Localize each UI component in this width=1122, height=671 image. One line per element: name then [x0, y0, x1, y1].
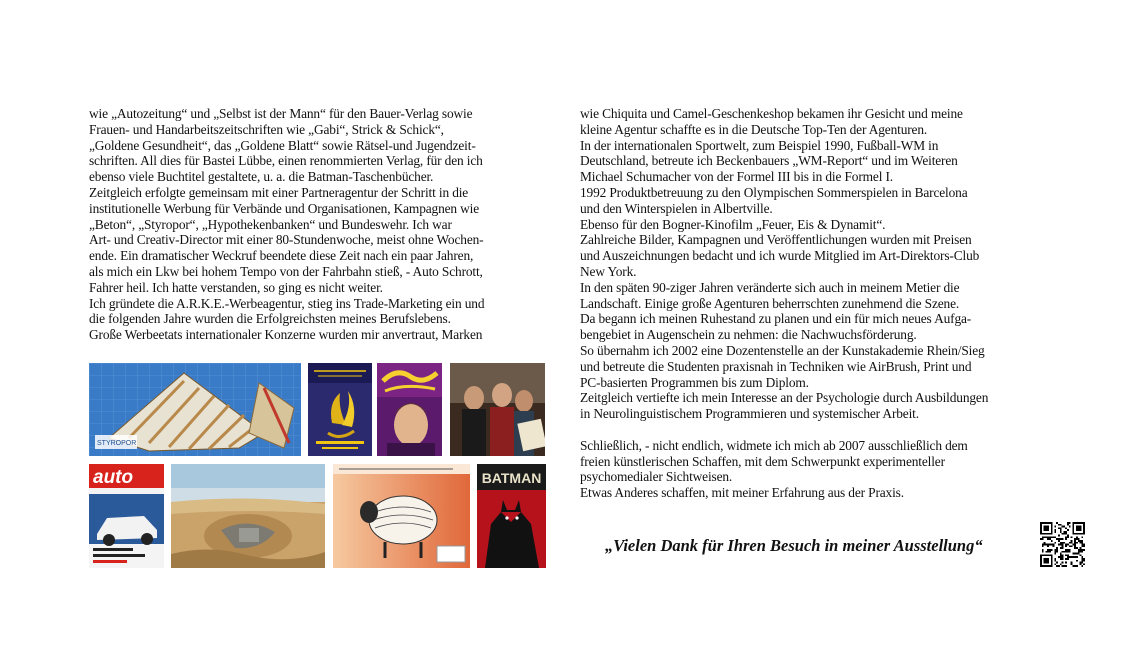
right-text-line: psychomedialer Sichtweisen.	[580, 469, 733, 485]
right-text-line: Da begann ich meinen Ruhestand zu planen und ein für mich neues Aufga-	[580, 311, 972, 327]
sheep-advertisement-image	[333, 464, 470, 568]
left-text-line: ende. Ein dramatischer Weckruf beendete diese Zeit nach ein paar Jahren,	[89, 248, 474, 264]
right-text-line: 1992 Produktbetreuung zu den Olympischen Sommerspielen in Barcelona	[580, 184, 968, 200]
right-text-line: Michael Schumacher von der Formel III bis in die Formel I.	[580, 169, 893, 185]
right-text-line: Ebenso für den Bogner-Kinofilm „Feuer, Eis & Dynamit“.	[580, 216, 886, 232]
right-text-line: Landschaft. Einige große Agenturen beherrschten zunehmend die Szene.	[580, 295, 960, 311]
right-text-line: Etwas Anderes schaffen, mit meiner Erfahrung aus der Praxis.	[580, 485, 904, 501]
right-text-line: in Neurolinguistischem Programmieren und systemischer Arbeit.	[580, 406, 919, 422]
batman-label: BATMAN	[481, 470, 542, 486]
right-text-line: und betreute die Studenten praxisnah in Techniken wie AirBrush, Print und	[580, 358, 972, 374]
right-text-column	[580, 106, 1050, 501]
left-text-line: „Beton“, „Styropor“, „Hypothekenbanken“ und Bundeswehr. Ich war	[89, 216, 452, 232]
right-text-line: Schließlich, - nicht endlich, widmete ich mich ab 2007 ausschließlich dem	[580, 437, 968, 453]
left-text-line: Große Werbeetats internationaler Konzerne wurden mir anvertraut, Marken	[89, 327, 483, 343]
right-text-line: Zahlreiche Bilder, Kampagnen und Veröffentlichungen wurden mit Preisen	[580, 232, 972, 248]
auto-label: auto	[93, 467, 134, 488]
styropor-campaign-image	[89, 363, 301, 456]
batman-book-cover-image	[477, 464, 546, 568]
left-text-column	[89, 106, 544, 343]
right-text-line: kleine Agentur schaffte es in die Deutsche Top-Ten der Agenturen.	[580, 121, 928, 137]
left-text-line: die folgenden Jahre wurden die Erfolgreichsten meines Berufslebens.	[89, 311, 451, 327]
closing-quote: „Vielen Dank für Ihren Besuch in meiner Ausstellung“	[605, 536, 983, 555]
right-text-line: freien künstlerischen Schaffen, mit dem Schwerpunkt experimenteller	[580, 453, 945, 469]
left-text-line: Ich gründete die A.R.K.E.-Werbeagentur, stieg ins Trade-Marketing ein und	[89, 295, 485, 311]
left-text-line: Frauen- und Handarbeitszeitschriften wie „Gabi“, Strick & Schick“,	[89, 121, 444, 137]
left-text-line: „Goldene Gesundheit“, das „Goldene Blatt“ sowie Rätsel-und Jugendzeit-	[89, 137, 476, 153]
left-text-line: institutionelle Werbung für Verbände und Organisationen, Kampagnen wie	[89, 200, 480, 216]
right-text-line: Zeitgleich vertiefte ich mein Interesse an der Psychologie durch Ausbildungen	[580, 390, 989, 406]
paragraph-gap	[580, 422, 1050, 438]
left-text-line: Fahrer heil. Ich hatte verstanden, so ging es nicht weiter.	[89, 279, 383, 295]
right-text-line: wie Chiquita und Camel-Geschenkeshop bekamen ihr Gesicht und meine	[580, 106, 963, 121]
left-text-line: schriften. All dies für Bastei Lübbe, einen renommierten Verlag, für den ich	[89, 153, 483, 169]
right-text-line: In der internationalen Sportwelt, zum Beispiel 1990, Fußball-WM in	[580, 137, 939, 153]
styropor-label: STYROPOR	[97, 440, 137, 447]
right-text-line: und den Winterspielen in Albertville.	[580, 200, 773, 216]
left-text-line: ebenso viele Buchtitel gestaltete, u. a. die Batman-Taschenbücher.	[89, 169, 434, 185]
chiquita-poster-image	[308, 363, 372, 456]
beckenbauer-report-image	[377, 363, 442, 456]
right-text-line: PC-basierten Programmen bis zum Diplom.	[580, 374, 809, 390]
left-text-line: Zeitgleich erfolgte gemeinsam mit einer Partneragentur der Schritt in die	[89, 184, 469, 200]
left-text-line: als mich ein Lkw bei hohem Tempo von der Fahrbahn stieß, - Auto Schrott,	[89, 263, 483, 279]
beach-sand-art-image	[171, 464, 325, 568]
right-text-line: New York.	[580, 263, 637, 279]
right-text-line: In den späten 90-ziger Jahren veränderte sich auch in meinem Metier die	[580, 279, 960, 295]
right-text-line: So übernahm ich 2002 eine Dozentenstelle an der Kunstakademie Rhein/Sieg	[580, 342, 985, 358]
qr-code	[1040, 522, 1085, 567]
auto-magazine-cover-image	[89, 464, 164, 568]
left-text-line: Art- und Creativ-Director mit einer 80-Stundenwoche, meist ohne Wochen-	[89, 232, 484, 248]
left-text-line: wie „Autozeitung“ und „Selbst ist der Mann“ für den Bauer-Verlag sowie	[89, 106, 473, 121]
right-text-line: bengebiet in Augenschein zu nehmen: die Nachwuchsförderung.	[580, 327, 917, 343]
right-text-line: Deutschland, betreute ich Beckenbauers „WM-Report“ und im Weiteren	[580, 153, 958, 169]
right-text-line: und Auszeichnungen bedacht und ich wurde Mitglied im Art-Direktors-Club	[580, 248, 980, 264]
bogner-film-still-image	[450, 363, 545, 456]
